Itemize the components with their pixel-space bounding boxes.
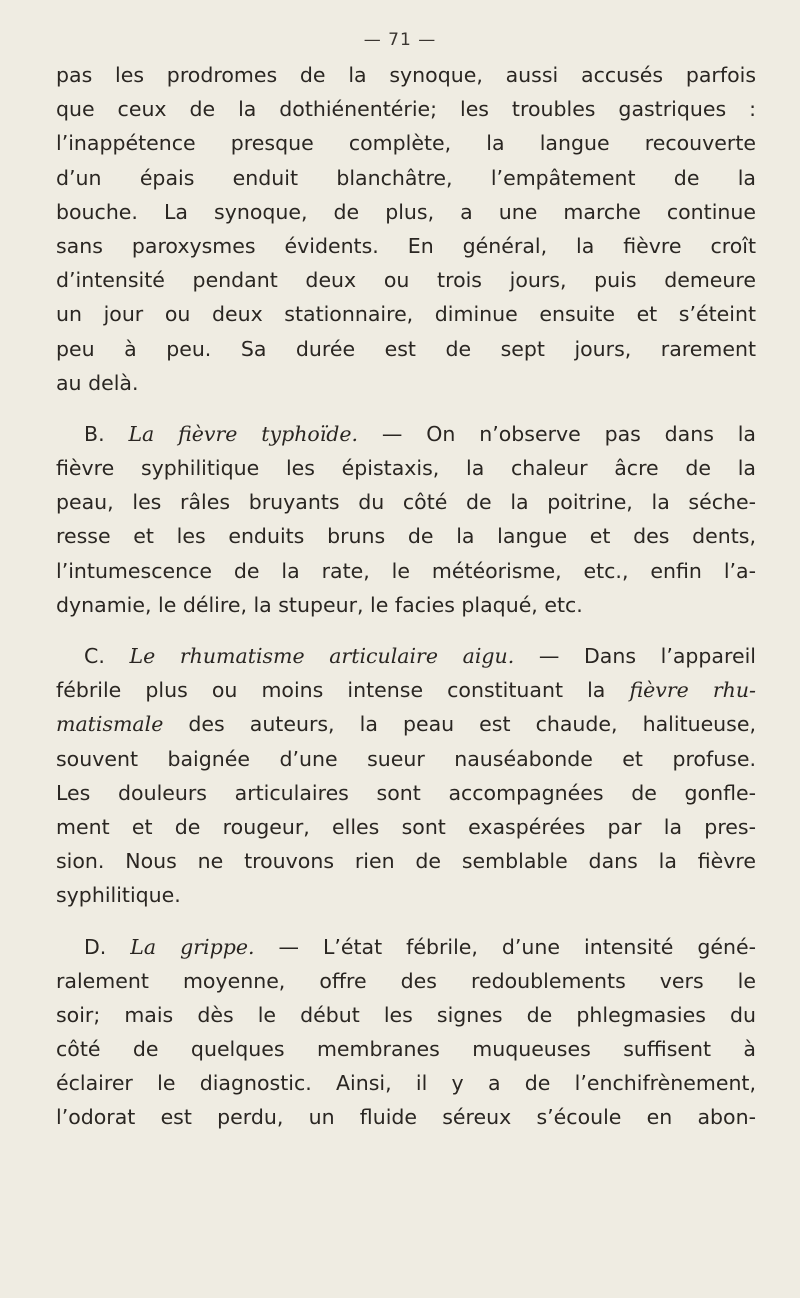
paragraph-grippe xyxy=(56,930,756,1135)
body-text xyxy=(56,58,756,1135)
text-line: soir; mais dès le début les signes de phlegmasies du xyxy=(56,1002,756,1027)
section-title: Le rhumatisme articulaire aigu. xyxy=(129,644,515,668)
text-line: bouche. La synoque, de plus, a une marche continue xyxy=(56,199,756,224)
section-heading-line xyxy=(56,417,756,451)
text-line: sion. Nous ne trouvons rien de semblable dans la fièvre xyxy=(56,849,756,874)
text-line: dynamie, le délire, la stupeur, le facies plaqué, etc. xyxy=(56,592,583,617)
text-line: d’un épais enduit blanchâtre, l’empâtement de la xyxy=(56,165,756,190)
paragraph-fievre-typhoide xyxy=(56,417,756,622)
text-line xyxy=(56,673,756,707)
text-span: — Dans l’appareil xyxy=(538,644,756,668)
text-line: peau, les râles bruyants du côté de la poitrine, la séche- xyxy=(56,490,756,515)
text-line: d’intensité pendant deux ou trois jours, puis demeure xyxy=(56,268,756,293)
text-span: des auteurs, la peau est chaude, halitueuse, xyxy=(188,712,756,737)
text-line: Les douleurs articulaires sont accompagnées de gonfle- xyxy=(56,780,756,805)
text-line: l’inappétence presque complète, la langue recouverte xyxy=(56,131,756,156)
text-line xyxy=(56,707,756,741)
text-line: pas les prodromes de la synoque, aussi accusés parfois xyxy=(56,63,756,87)
text-line: fièvre syphilitique les épistaxis, la chaleur âcre de la xyxy=(56,456,756,481)
section-heading-line xyxy=(56,930,756,964)
section-label: C. xyxy=(84,644,105,668)
text-line: que ceux de la dothiénentérie; les troubles gastriques : xyxy=(56,97,756,122)
text-line: syphilitique. xyxy=(56,883,181,908)
text-span: — On n’observe pas dans la xyxy=(381,421,756,446)
section-title: La fièvre typhoïde. xyxy=(128,421,359,446)
text-line: resse et les enduits bruns de la langue et des dents, xyxy=(56,524,756,549)
text-line: peu à peu. Sa durée est de sept jours, rarement xyxy=(56,336,756,361)
section-label: D. xyxy=(84,934,107,959)
text-line: sans paroxysmes évidents. En général, la fièvre croît xyxy=(56,233,756,258)
text-line: éclairer le diagnostic. Ainsi, il y a de l’enchifrènement, xyxy=(56,1071,756,1096)
text-line: au delà. xyxy=(56,370,139,395)
text-line: ralement moyenne, offre des redoublements vers le xyxy=(56,968,756,993)
text-line: ment et de rougeur, elles sont exaspérées par la pres- xyxy=(56,814,756,839)
section-label: B. xyxy=(84,421,105,446)
text-span: — L’état fébrile, d’une intensité géné- xyxy=(278,934,756,959)
paragraph-synoque xyxy=(56,58,756,400)
page-number: — 71 — xyxy=(363,30,437,50)
text-line: l’intumescence de la rate, le météorisme, etc., enfin l’a- xyxy=(56,558,756,583)
text-line: souvent baignée d’une sueur nauséabonde et profuse. xyxy=(56,746,756,771)
text-line: l’odorat est perdu, un fluide séreux s’écoule en abon- xyxy=(56,1105,756,1130)
italic-term: fièvre rhu- xyxy=(629,678,756,703)
italic-term: matismale xyxy=(56,712,164,737)
paragraph-rhumatisme xyxy=(56,639,756,913)
text-line: côté de quelques membranes muqueuses suffisent à xyxy=(56,1037,756,1062)
section-heading-line xyxy=(56,639,756,673)
text-span: fébrile plus ou moins intense constituant la xyxy=(56,678,606,703)
text-line: un jour ou deux stationnaire, diminue ensuite et s’éteint xyxy=(56,302,756,327)
section-title: La grippe. xyxy=(130,934,255,959)
